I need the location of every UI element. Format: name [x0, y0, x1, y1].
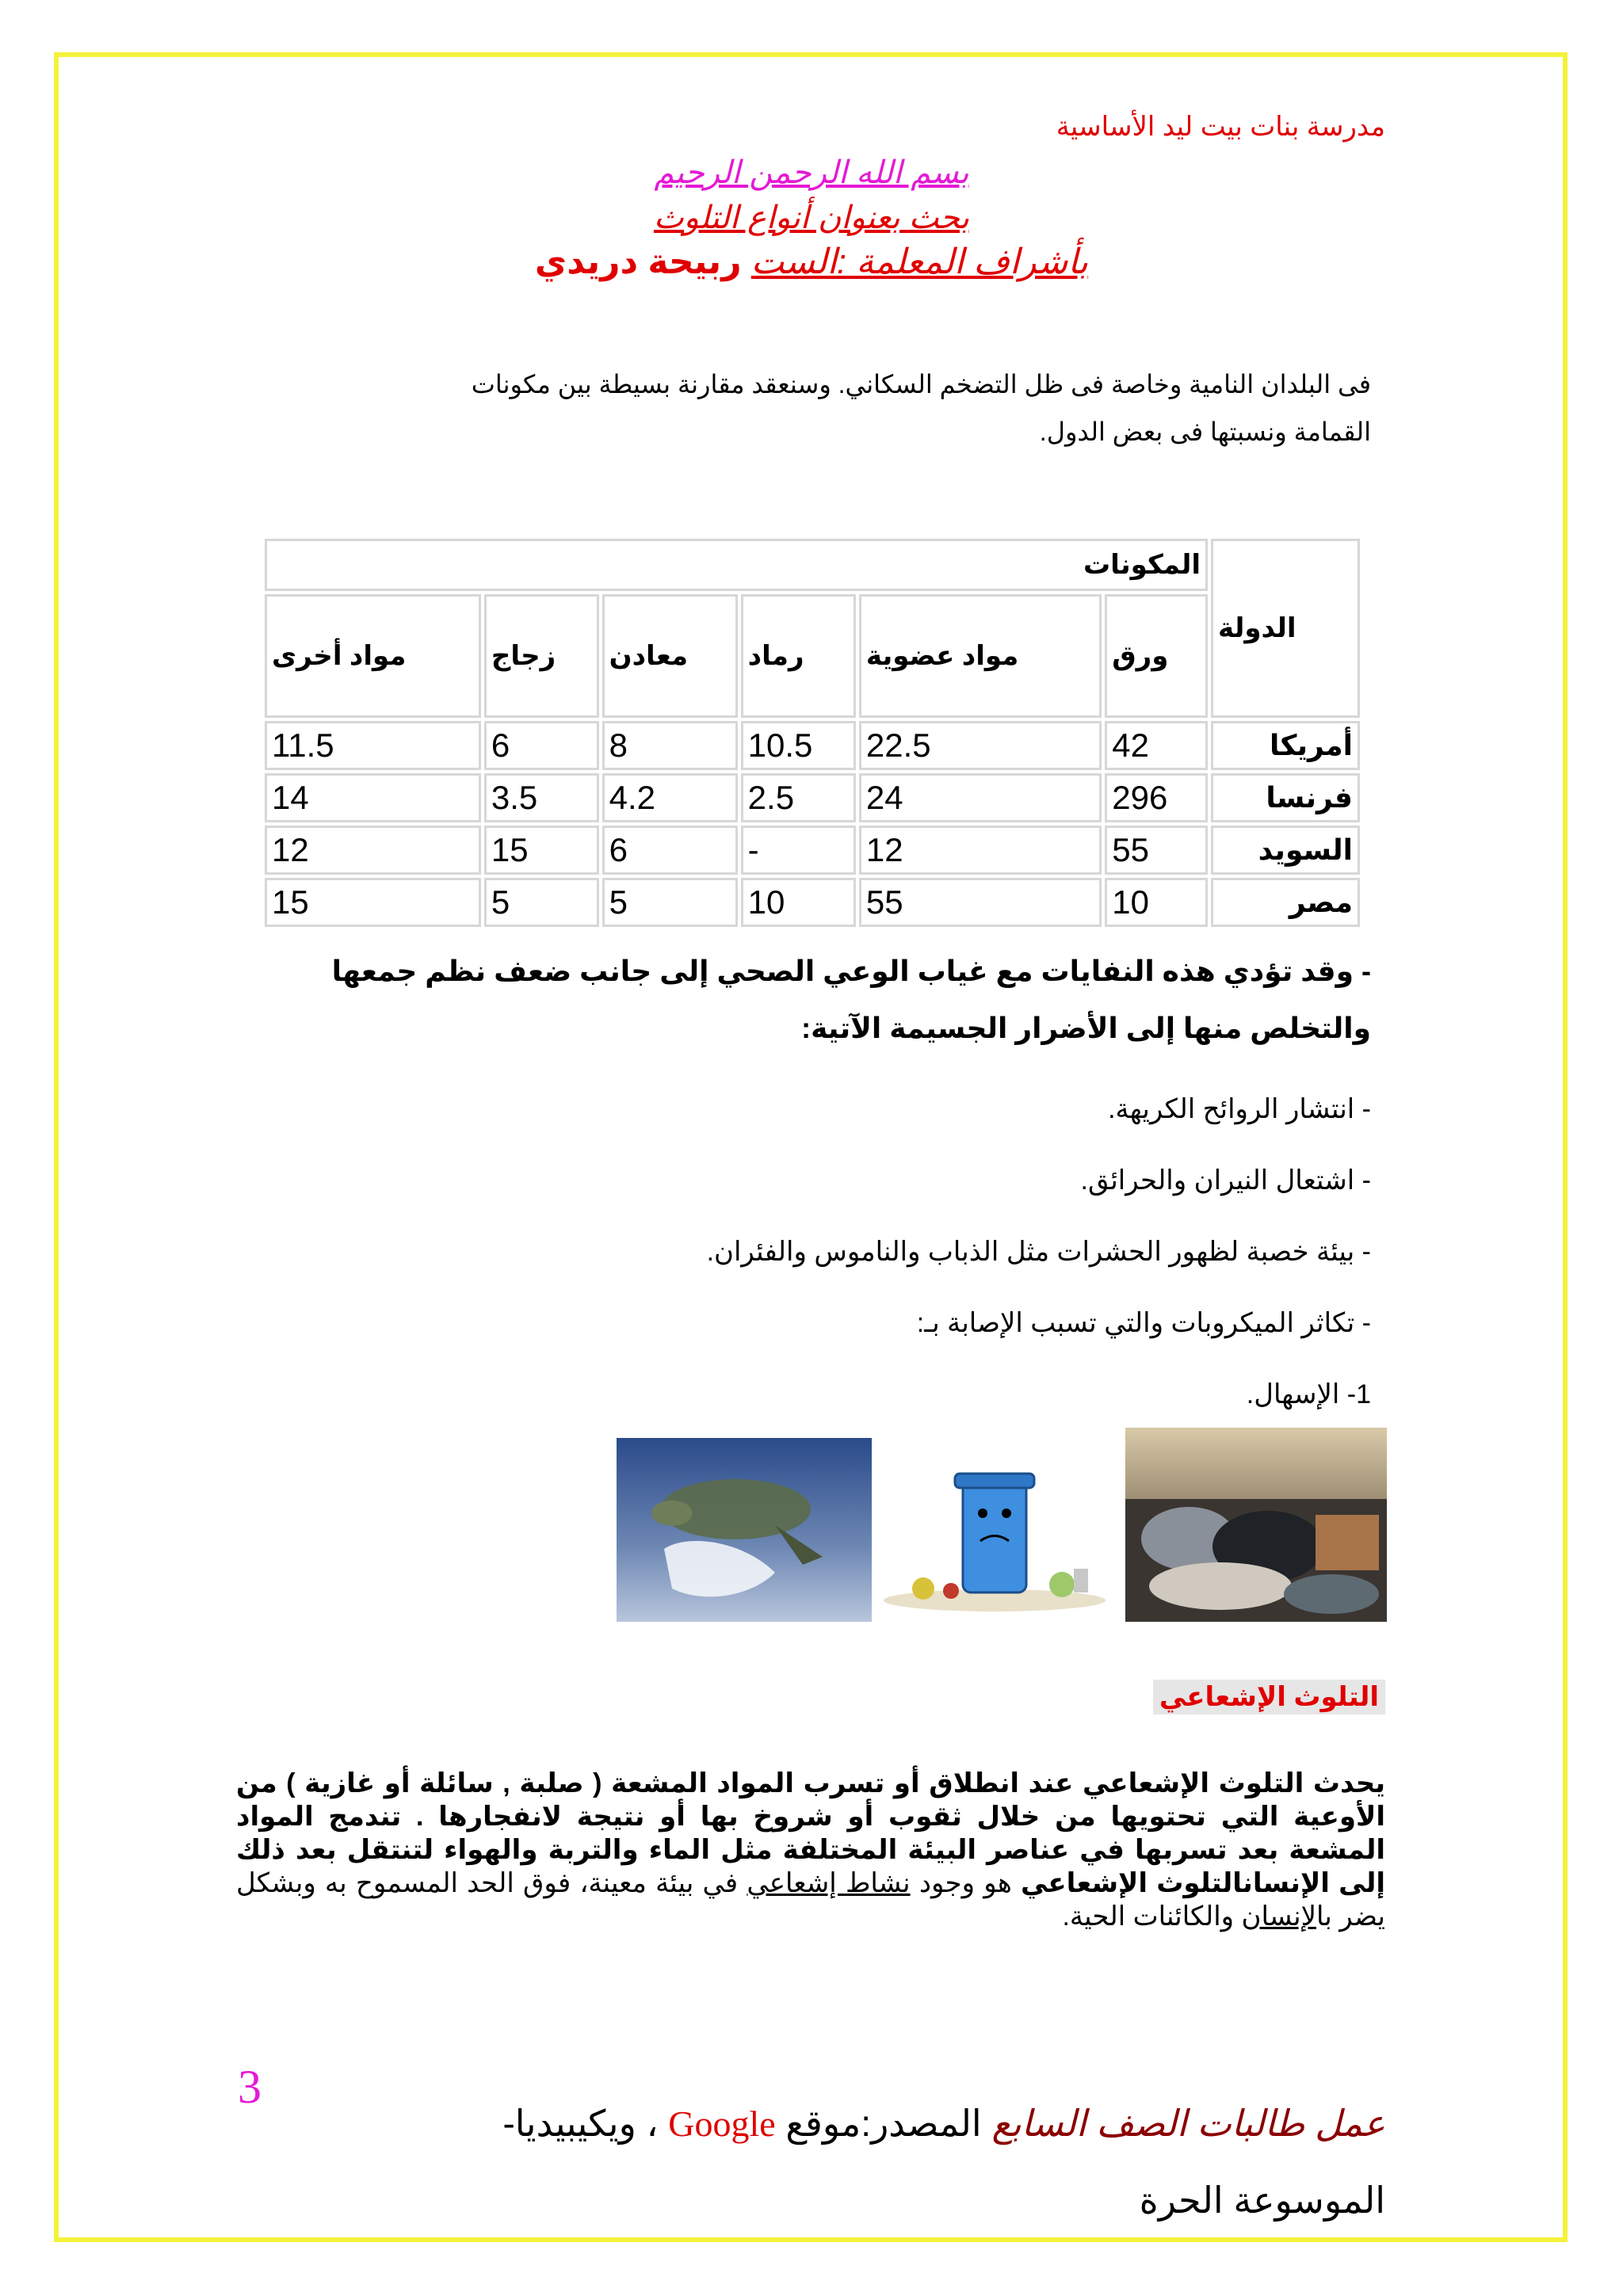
list-item: - انتشار الروائح الكريهة. [1108, 1094, 1371, 1124]
country-cell: السويد [1211, 826, 1360, 875]
value-cell: - [741, 826, 856, 875]
value-cell: 5 [602, 878, 738, 927]
value-cell: 22.5 [859, 721, 1102, 770]
table-row [265, 721, 1360, 770]
garbage-pile-image [1125, 1428, 1387, 1622]
value-cell: 12 [859, 826, 1102, 875]
value-cell: 15 [265, 878, 481, 927]
list-item: - اشتعال النيران والحرائق. [1080, 1165, 1371, 1196]
value-cell: 55 [859, 878, 1102, 927]
value-cell: 12 [265, 826, 481, 875]
value-cell: 11.5 [265, 721, 481, 770]
source-rest: ، ويكيبيديا- [502, 2103, 669, 2144]
human-link[interactable]: لإنسان [1241, 1901, 1317, 1932]
radioactivity-link[interactable]: نشاط إشعاعي [747, 1868, 911, 1898]
supervision-label: بأشراف المعلمة :الست [750, 242, 1089, 281]
google-source: Google [668, 2103, 776, 2144]
value-cell: 6 [484, 721, 599, 770]
intro-line-1: فى البلدان النامية وخاصة فى ظل التضخم السكاني. وسنعقد مقارنة بسيطة بين مكونات [471, 370, 1371, 399]
value-cell: 2.5 [741, 773, 856, 822]
value-cell: 8 [602, 721, 738, 770]
source-label: المصدر:موقع [775, 2103, 992, 2144]
country-cell: فرنسا [1211, 773, 1360, 822]
radiation-definition-term: التلوث الإشعاعي [1021, 1868, 1243, 1898]
value-cell: 14 [265, 773, 481, 822]
column-header: رماد [741, 594, 856, 718]
column-header: مواد أخرى [265, 594, 481, 718]
school-name: مدرسة بنات بيت ليد الأساسية [1056, 112, 1385, 142]
column-header: مواد عضوية [859, 594, 1102, 718]
footer-line-2: الموسوعة الحرة [1139, 2180, 1385, 2221]
value-cell: 10 [741, 878, 856, 927]
value-cell: 24 [859, 773, 1102, 822]
research-title: بحث بعنوان أنواع التلوث [653, 200, 970, 235]
intro-line-2: القمامة ونسبتها فى بعض الدول. [1039, 418, 1371, 446]
harms-intro-paragraph: - وقد تؤدي هذه النفايات مع غياب الوعي الصحي إلى جانب ضعف نظم جمعها والتخلص منها إلى الأضرار الجسيمة الآتية: [331, 955, 1371, 1044]
value-cell: 55 [1105, 826, 1208, 875]
value-cell: 15 [484, 826, 599, 875]
country-cell: مصر [1211, 878, 1360, 927]
value-cell: 6 [602, 826, 738, 875]
sad-trash-bin-cartoon [876, 1450, 1117, 1616]
column-header: ورق [1105, 594, 1208, 718]
harms-list [707, 1074, 1371, 1430]
radiation-definition-text: والكائنات الحية. [1062, 1901, 1242, 1932]
footer-credit [355, 2085, 1385, 2238]
list-item: 1- الإسهال. [1246, 1379, 1371, 1409]
table-row [265, 773, 1360, 822]
country-cell: أمريكا [1211, 721, 1360, 770]
intro-paragraph [262, 360, 1371, 456]
credit-text: عمل طالبات الصف السابع [991, 2103, 1385, 2144]
footer-line-1 [355, 2085, 1385, 2162]
supervision-line [0, 242, 1623, 282]
turtle-plastic-bag-image [617, 1438, 872, 1622]
radiation-bold-text: يحدث التلوث الإشعاعي عند انطلاق أو تسرب المواد المشعة ( صلبة , سائلة أو غازية ) من الأوعية التي تحتويها من خلال ثقوب أو شروخ بها أو نتيجة لانفجارها . تندمج المواد المشعة بعد تسربها في عناصر البيئة المختلفة مثل الماء والتربة والهواء لتنتقل بعد ذلك إلى الإنسان [236, 1768, 1385, 1898]
value-cell: 10.5 [741, 721, 856, 770]
value-cell: 3.5 [484, 773, 599, 822]
column-header: زجاج [484, 594, 599, 718]
radiation-section-title: التلوث الإشعاعي [1153, 1680, 1385, 1714]
value-cell: 296 [1105, 773, 1208, 822]
radiation-paragraph [236, 1767, 1385, 1933]
page-number: 3 [238, 2061, 262, 2113]
components-group-header: المكونات [265, 539, 1208, 591]
column-header: معادن [602, 594, 738, 718]
value-cell: 4.2 [602, 773, 738, 822]
basmala: بسم الله الرحمن الرحيم [654, 155, 969, 190]
country-header: الدولة [1211, 539, 1360, 718]
value-cell: 5 [484, 878, 599, 927]
value-cell: 42 [1105, 721, 1208, 770]
list-item: - بيئة خصبة لظهور الحشرات مثل الذباب والناموس والفئران. [706, 1237, 1371, 1267]
table-row [265, 878, 1360, 927]
radiation-definition-text: في بيئة معينة، فوق الحد المسموح به وبشكل يضر با [236, 1868, 1385, 1932]
waste-components-table [262, 536, 1363, 930]
value-cell: 10 [1105, 878, 1208, 927]
supervisor-name: ربيحة دريدي [534, 242, 742, 281]
table-row [265, 826, 1360, 875]
radiation-definition-text: هو وجود [910, 1868, 1022, 1898]
list-item: - تكاثر الميكروبات والتي تسبب الإصابة بـ: [916, 1308, 1371, 1338]
